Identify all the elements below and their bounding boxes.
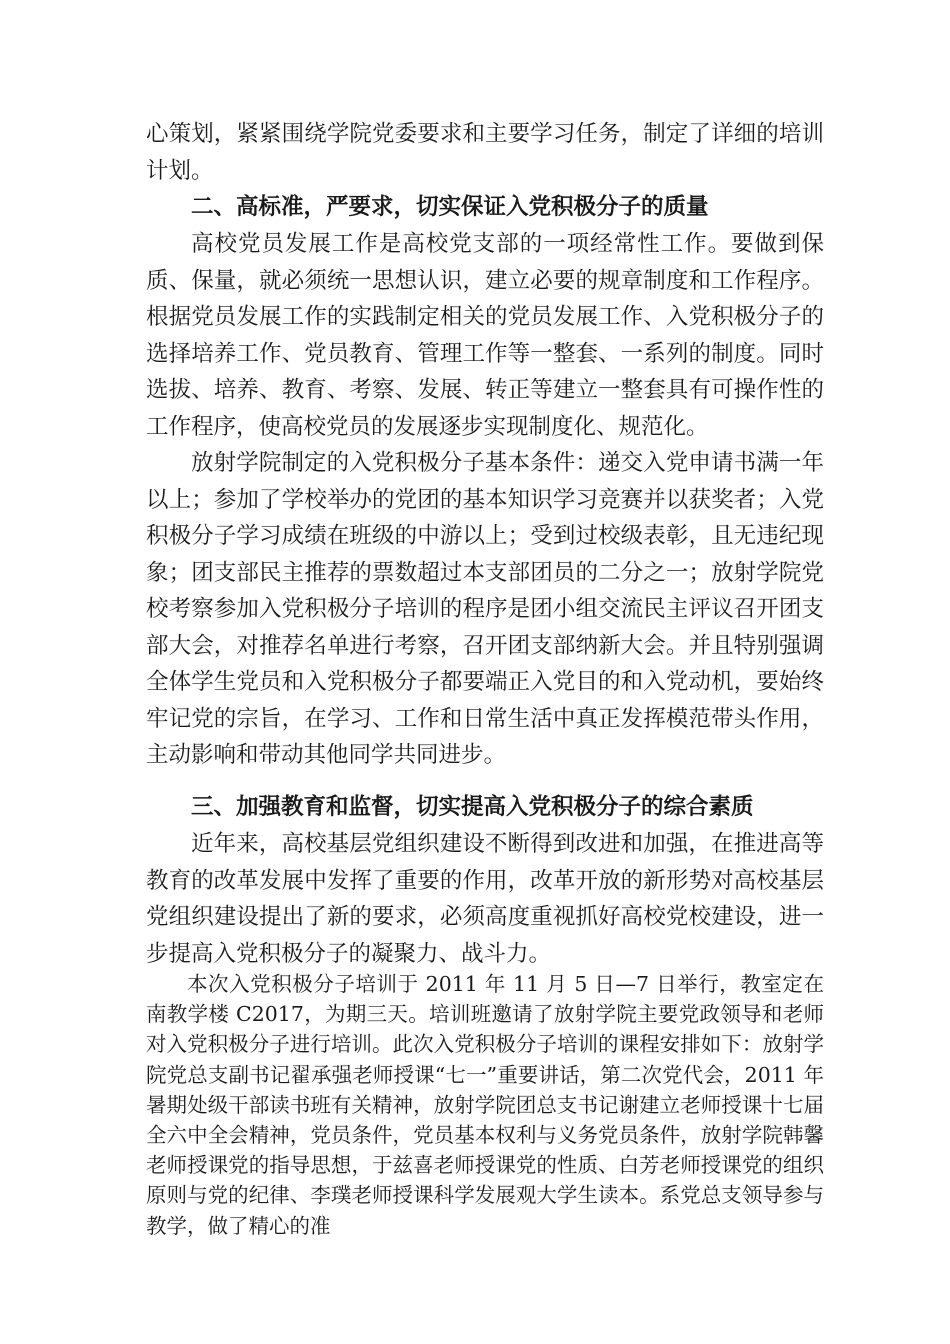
- section-heading-3: 三、加强教育和监督，切实提高入党积极分子的综合素质: [191, 794, 754, 820]
- paragraph-training-schedule: 本次入党积极分子培训于 2011 年 11 月 5 日—7 日举行，教室定在南教学楼 C2017，为期三天。培训班邀请了放射学院主要党政领导和老师对入党积极分子进行培训。此次入党积极分子培训的课程安排如下：放射学院党总支副书记翟承强老师授课“七一”重要讲话，第二次党代会，2011 年暑期处级干部读书班有关精神，放射学院团总支书记谢建立老师授课十七届全六中全会精神，党员条件，党员基本权利与义务党员条件，放射学院韩馨老师授课党的指导思想，于兹喜老师授课党的性质、白芳老师授课党的组织原则与党的纪律、李璞老师授课科学发展观大学生读本。系党总支领导参与教学，做了精心的准: [146, 972, 824, 1238]
- paragraph-activist-conditions: 放射学院制定的入党积极分子基本条件：递交入党申请书满一年以上；参加了学校举办的党团的基本知识学习竞赛并以获奖者；入党积极分子学习成绩在班级的中游以上；受到过校级表彰，且无违纪现象；团支部民主推荐的票数超过本支部团员的二分之一；放射学院党校考察参加入党积极分子培训的程序是团小组交流民主评议召开团支部大会，对推荐名单进行考察，召开团支部纳新大会。并且特别强调全体学生党员和入党积极分子都要端正入党目的和入党动机，要始终牢记党的宗旨，在学习、工作和日常生活中真正发挥模范带头作用，主动影响和带动其他同学共同进步。: [146, 450, 824, 768]
- paragraph-party-development: 高校党员发展工作是高校党支部的一项经常性工作。要做到保质、保量，就必须统一思想认识，建立必要的规章制度和工作程序。根据党员发展工作的实践制定相关的党员发展工作、入党积极分子的选择培养工作、党员教育、管理工作等一整套、一系列的制度。同时选拔、培养、教育、考察、发展、转正等建立一整套具有可操作性的工作程序，使高校党员的发展逐步实现制度化、规范化。: [146, 231, 824, 440]
- paragraph-recent-years: 近年来，高校基层党组织建设不断得到改进和加强，在推进高等教育的改革发展中发挥了重要的作用，改革开放的新形势对高校基层党组织建设提出了新的要求，必须高度重视抓好高校党校建设，进一步提高入党积极分子的凝聚力、战斗力。: [146, 831, 824, 967]
- section-heading-2: 二、高标准，严要求，切实保证入党积极分子的质量: [191, 194, 709, 220]
- paragraph-continuation: 心策划，紧紧围绕学院党委要求和主要学习任务，制定了详细的培训计划。: [146, 121, 824, 184]
